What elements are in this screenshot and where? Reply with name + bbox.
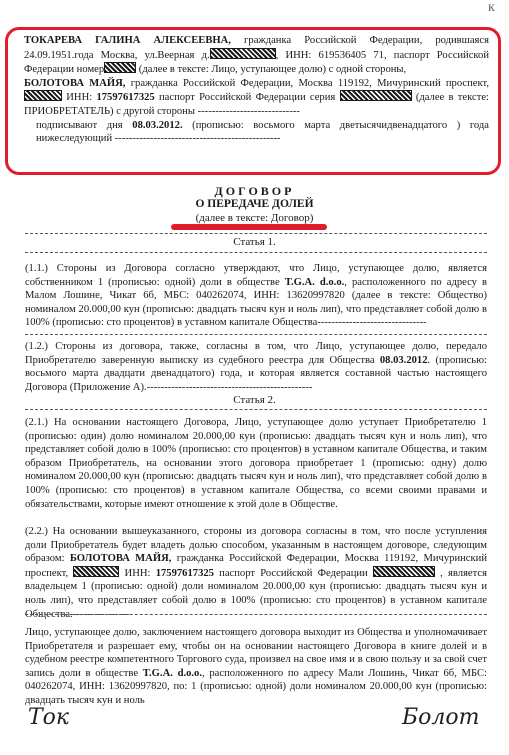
article-2-clause-2: (2.2.) На основании вышеуказанного, стороны из договора согласны в том, что после уступления доли Приобретатель будет владеть долью способом, указанным в настоящем договоре, следующим образом: БОЛОТОВА МАЙЯ, гражданка Российской Федерации, Москва 119192, Мичуринский проспект, ИНН: 17597617325 паспорт Российской Федерации , является владельцем 1 (прописью: одной) доли номиналом 20.000,00 кун (прописью: двадцать тысяч кун и ноль лип), что представляет собой долю в 100% (прописью: сто процентов) в уставном капитале Общества.----------------- — [25, 526, 487, 620]
redaction-mark — [24, 90, 62, 101]
divider — [25, 409, 487, 410]
divider — [25, 233, 487, 234]
article-1-heading: Статья 1. — [233, 236, 276, 248]
document-title: ДОГОВОР — [214, 184, 295, 198]
redaction-mark — [104, 62, 136, 73]
divider — [25, 334, 487, 335]
party2-name: БОЛОТОВА МАЙЯ, — [24, 77, 126, 89]
article-1-clause-2: (1.2.) Стороны из договора, также, согласны в том, что Лицо, уступающее долю, передало Приобретателю заверенную выписку из судебного реестра для Общества 08.03.2012. (прописью: восьмого марта двадцати двенадцатого) года, и которая является составной частью настоящего Договора (Приложение А).----------------------------------------------- — [25, 341, 487, 393]
divider — [25, 614, 487, 615]
signing-date: 08.03.2012. — [132, 119, 183, 131]
signature-right: Болот — [402, 705, 480, 730]
party2-paragraph: БОЛОТОВА МАЙЯ, гражданка Российской Федерации, Москва 119192, Мичуринский проспект, ИНН: 17597617325 паспорт Российской Федерации серия (далее в тексте: ПРИОБРЕТАТЕЛЬ) с другой стороны ----------------------------- — [24, 77, 489, 117]
scan-mark: к — [488, 0, 495, 15]
document-subtitle: О ПЕРЕДАЧЕ ДОЛЕЙ — [195, 198, 314, 210]
article-1-clause-1: (1.1.) Стороны из Договора согласно утверждают, что Лицо, уступающее долю, является собственником 1 (прописью: одной) доли в обществе T.G.A. d.o.o., расположенного по адресу в Малом Лошине, Чикат 6б, МБС: 040262074, ИНН: 13620997820 (далее в тексте: Общество) номиналом 20.000,00 кун (прописью: двадцать тысяч кун и ноль лип), что представляет собой долю в 100% (прописью: сто процентов) в уставном капитале Общества------------------------------- — [25, 263, 487, 329]
signing-paragraph: подписывают дня 08.03.2012. (прописью: восьмого марта дветысячидвенадцатого ) года нижеследующий ----------------------------------------------- — [36, 119, 489, 145]
redaction-mark — [340, 90, 412, 101]
article-2-clause-1: (2.1.) На основании настоящего Договора, Лицо, уступающее долю уступает Приобретателю 1 (прописью: один) долю номиналом 20.000,00 кун (прописью: двадцать тысяч кун и ноль лип), что представляет собой долю в 100% (прописью: сто процентов) в уставном капитале Общества, и таким образом Приобретатель, на основании этого договора приобретает 1 (прописью: одну) долю номиналом 20.000,00 кун (прописью: двадцать тысяч кун и ноль лип), что представляет собой долю в 100% (прописью: сто процентов) в уставном капитале Общества, со всеми своими правами и обязательствами, которые имеют отношение к этой доле в Обществе. — [25, 417, 487, 510]
preamble — [24, 34, 489, 146]
redaction-mark — [210, 48, 276, 59]
redaction-mark — [373, 566, 435, 577]
closing-paragraph: Лицо, уступающее долю, заключением настоящего договора выходит из Общества и уполномачивает Приобретателя и разрешает ему, чтобы он на основании настоящего Договора в книге долей и в судебном реестре компетентного Торгового суда, произвел на свое имя и в свою пользу и за свой счет запись доли в обществе T.G.A. d.o.o., расположенного по адресу Мали Лошинь, Чикат 6б, МБС: 040262074, ИНН: 13620997820, по: 1 (прописью: одной) доли номиналом 20.000,00 кун (прописью: двадцать тысяч кун и ноль — [25, 627, 487, 706]
divider — [25, 252, 487, 253]
party1-name: ТОКАРЕВА ГАЛИНА АЛЕКСЕЕВНА, — [24, 35, 231, 46]
red-underline-mark — [171, 224, 327, 230]
party1-paragraph: ТОКАРЕВА ГАЛИНА АЛЕКСЕЕВНА, гражданка Российской Федерации, родившаяся 24.09.1951.года Москва, ул.Веерная д. , ИНН: 619536405 71, паспорт Российской Федерации номер (далее в тексте: Лицо, уступающее долю) с одной стороны, — [24, 35, 490, 76]
signature-left: Ток — [28, 705, 70, 730]
redaction-mark — [73, 566, 119, 577]
article-2-heading: Статья 2. — [233, 394, 276, 406]
document-title-note: (далее в тексте: Договор) — [195, 212, 314, 224]
